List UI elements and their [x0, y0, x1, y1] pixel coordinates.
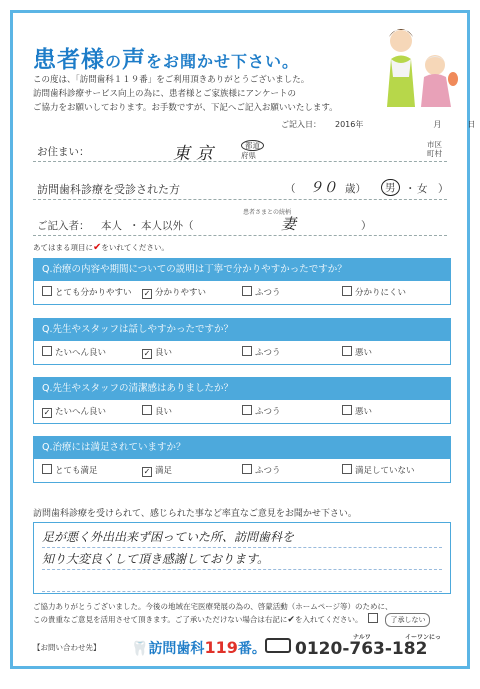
option[interactable] [42, 346, 142, 359]
brand-suffix: 番。 [237, 641, 266, 657]
writer-label: ご記入者： [37, 220, 90, 232]
phone-icon [265, 638, 291, 653]
title-voice: 声 [122, 47, 147, 73]
city-shi-ku: 市区 [427, 140, 442, 149]
option-label: 満足 [155, 466, 173, 476]
checkbox-checked[interactable]: ✓ [143, 349, 151, 358]
prefecture-suffix [241, 140, 264, 160]
checkbox[interactable] [242, 464, 252, 474]
option[interactable] [242, 405, 342, 418]
checkbox[interactable] [342, 346, 352, 356]
check-mark-icon: ✔ [93, 242, 102, 253]
address-value: 東京 [173, 144, 219, 164]
check-note-b: をいれてください。 [101, 243, 169, 252]
option-label: 良い [155, 348, 173, 358]
option[interactable] [42, 405, 142, 418]
phone-number[interactable] [265, 634, 441, 659]
comment-title: 訪問歯科診療を受けられて、感じられた事など率直なご意見をお聞かせ下さい。 [33, 509, 357, 519]
entry-date [281, 119, 475, 130]
footer-line: この貴重なご意見を活用させて頂きます。ご了承いただけない場合は右記に [33, 615, 288, 624]
no-disclose-label: 了承しない [385, 613, 430, 627]
option-label: 分かりやすい [155, 288, 207, 298]
brand-number: 119 [204, 638, 238, 657]
city-suffix [427, 140, 442, 158]
footer-line: を入れてください。 [294, 615, 363, 624]
option-label: ふつう [255, 407, 281, 417]
option-label: とても分かりやすい [55, 288, 132, 298]
option[interactable] [142, 346, 242, 359]
paren-close: ） [361, 220, 372, 232]
gender-male-circled[interactable]: 男 [381, 179, 400, 196]
tooth-mascot-icon: 🦷 [131, 641, 149, 657]
address-label: お住まい： [37, 146, 90, 158]
option[interactable] [42, 286, 142, 299]
option[interactable] [142, 464, 242, 477]
writer-self[interactable]: 本人 [101, 220, 122, 232]
pref-fu-ken: 府県 [241, 151, 256, 160]
tel-kana: イーワンにっ [405, 634, 441, 641]
checkbox[interactable] [342, 286, 352, 296]
writer-other[interactable]: 本人以外（ [141, 220, 194, 232]
option-label: 満足していない [355, 466, 415, 476]
checkbox[interactable] [42, 464, 52, 474]
date-month: 月 [433, 120, 442, 129]
question-text: Q.治療の内容や期間についての説明は丁寧で分かりやすかったですか？ [34, 259, 450, 281]
footer-line: ご協力ありがとうございました。今後の地域在宅医療発展の為の、啓蒙活動（ホームページ等）のために、 [33, 602, 393, 611]
date-day: 日 [467, 120, 476, 129]
question-4 [33, 436, 451, 483]
option-label: たいへん良い [55, 407, 107, 417]
check-instruction [33, 242, 169, 253]
option[interactable] [342, 405, 442, 418]
checkbox[interactable] [42, 346, 52, 356]
checkbox[interactable] [342, 464, 352, 474]
comment-box[interactable] [33, 522, 451, 594]
option-label: ふつう [255, 288, 281, 298]
intro-line: ご協力をお願いしております。お手数ですが、下記へご記入お願いいたします。 [33, 103, 338, 113]
address-field[interactable] [33, 137, 447, 162]
option-label: たいへん良い [55, 348, 107, 358]
pref-to-do: 都道 [241, 140, 264, 151]
intro-line: 訪問歯科診療サービス向上の為に、患者様とご家族様にアンケートの [33, 89, 296, 99]
patient-field[interactable] [33, 173, 447, 200]
option-label: 悪い [355, 348, 373, 358]
survey-sheet [10, 10, 476, 669]
age-unit: 歳） [345, 183, 366, 195]
option-label: とても満足 [55, 466, 98, 476]
question-1 [33, 258, 451, 305]
checkbox[interactable] [242, 346, 252, 356]
option-label: 分かりにくい [355, 288, 407, 298]
gender-female[interactable]: 女 ） [417, 183, 449, 195]
option[interactable] [342, 464, 442, 477]
checkbox[interactable] [242, 286, 252, 296]
date-label: ご記入日： [281, 120, 321, 129]
contact-bar [33, 634, 451, 664]
title-rest: をお聞かせ下さい。 [146, 52, 300, 71]
paren-open: （ [285, 183, 296, 195]
no-disclose-checkbox[interactable] [368, 613, 378, 623]
option[interactable] [142, 286, 242, 299]
writer-field[interactable] [33, 209, 447, 236]
option[interactable] [342, 346, 442, 359]
relation-note: 患者さまとの続柄 [243, 209, 292, 216]
option[interactable] [342, 286, 442, 299]
gender-separator: ・ [405, 183, 416, 195]
option-label: ふつう [255, 466, 281, 476]
question-2 [33, 318, 451, 365]
option[interactable] [242, 346, 342, 359]
patient-label: 訪問歯科診療を受診された方 [37, 183, 180, 196]
question-3 [33, 377, 451, 424]
checkbox-checked[interactable]: ✓ [143, 467, 151, 476]
checkbox[interactable] [142, 405, 152, 415]
comment-line: 知り大変良くして頂き感謝しております。 [42, 549, 442, 570]
option-label: ふつう [255, 348, 281, 358]
patient-age: ９０ [309, 180, 337, 196]
check-note-a: あてはまる項目に [33, 243, 93, 252]
checkbox[interactable] [42, 286, 52, 296]
brand-logo [131, 638, 266, 658]
option[interactable] [242, 286, 342, 299]
brand-name: 訪問歯科 [148, 641, 205, 657]
page-title [33, 41, 299, 74]
checkbox-checked[interactable]: ✓ [43, 408, 51, 417]
title-no: の [105, 52, 123, 71]
option-label: 良い [155, 407, 173, 417]
city-cho-son: 町村 [427, 149, 442, 158]
checkbox[interactable] [242, 405, 252, 415]
tel-kana: ナルワ [353, 634, 371, 641]
comment-line: 足が悪く外出出来ず困っていた所、訪問歯科を [42, 527, 442, 548]
option[interactable] [42, 464, 142, 477]
check-mark-icon: ✔ [287, 615, 295, 625]
option[interactable] [142, 405, 242, 418]
comment-line-empty [42, 571, 442, 592]
date-year: 2016年 [335, 120, 364, 129]
question-text: Q.先生やスタッフの清潔感はありましたか？ [34, 378, 450, 400]
contact-label: 【お問い合わせ先】 [33, 643, 101, 652]
writer-relation: 妻 [281, 215, 297, 233]
tel-number: 0120-763-182 [295, 639, 428, 659]
question-text: Q.治療には満足されていますか？ [34, 437, 450, 459]
writer-separator: ・ [129, 220, 140, 232]
caregiver-illustration [369, 19, 461, 111]
checkbox-checked[interactable]: ✓ [143, 289, 151, 298]
question-text: Q.先生やスタッフは話しやすかったですか？ [34, 319, 450, 341]
option-label: 悪い [355, 407, 373, 417]
title-patients: 患者様 [33, 47, 105, 73]
intro-line: この度は、「訪問歯科１１９番」をご利用頂きありがとうございました。 [33, 75, 310, 85]
footer-note [33, 601, 447, 627]
option[interactable] [242, 464, 342, 477]
checkbox[interactable] [342, 405, 352, 415]
intro-text [33, 73, 363, 115]
